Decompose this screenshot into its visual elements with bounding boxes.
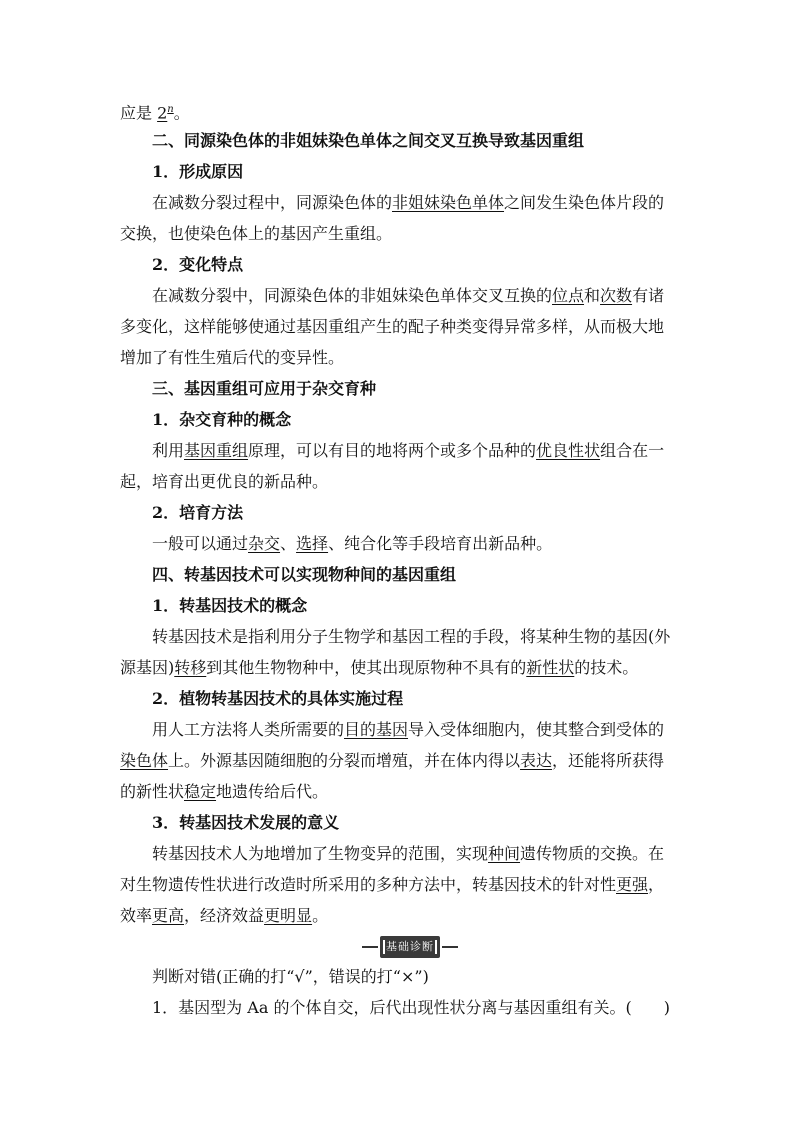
underlined-answer: 转移 bbox=[174, 658, 207, 677]
underlined-answer: 优良性状 bbox=[536, 441, 601, 460]
subsection-heading bbox=[152, 410, 676, 432]
text-run: ， bbox=[648, 875, 665, 894]
text-run: 利用 bbox=[152, 441, 185, 460]
text-run: 1．形成原因 bbox=[152, 162, 244, 181]
text-line bbox=[152, 844, 676, 866]
text-run: 3．转基因技术发展的意义 bbox=[152, 813, 340, 832]
text-line bbox=[152, 720, 676, 742]
text-run: 转基因技术人为地增加了生物变异的范围，实现 bbox=[152, 844, 489, 863]
text-run: 2．变化特点 bbox=[152, 255, 244, 274]
underlined-answer: 杂交 bbox=[248, 534, 281, 553]
text-line bbox=[120, 100, 676, 122]
text-run: 到其他生物物种中，使其出现原物种不具有的 bbox=[206, 658, 527, 677]
text-run: 、纯合化等手段培育出新品种。 bbox=[328, 534, 553, 553]
text-run: 对生物遗传性状进行改造时所采用的多种方法中，转基因技术的针对性 bbox=[120, 875, 617, 894]
underlined-answer: 选择 bbox=[296, 534, 329, 553]
question-line bbox=[152, 998, 676, 1020]
section-heading bbox=[152, 565, 676, 587]
section-heading bbox=[152, 131, 676, 153]
text-line bbox=[152, 534, 676, 556]
underlined-answer: 稳定 bbox=[184, 782, 217, 801]
subsection-heading bbox=[152, 503, 676, 525]
text-run: ，还能将所获得 bbox=[552, 751, 665, 770]
text-line bbox=[120, 906, 676, 928]
instruction-line bbox=[152, 967, 676, 989]
subsection-heading bbox=[152, 689, 676, 711]
text-run: 2．培育方法 bbox=[152, 503, 244, 522]
text-run: 起，培育出更优良的新品种。 bbox=[120, 472, 329, 491]
text-line bbox=[120, 875, 676, 897]
text-run: 效率 bbox=[120, 906, 153, 925]
text-run: 2．植物转基因技术的具体实施过程 bbox=[152, 689, 404, 708]
text-run: 、 bbox=[280, 534, 297, 553]
text-line bbox=[152, 193, 676, 215]
text-line bbox=[120, 348, 676, 370]
text-line bbox=[120, 472, 676, 494]
text-run: 遗传物质的交换。在 bbox=[520, 844, 665, 863]
text-run: 在减数分裂中，同源染色体的非姐妹染色单体交叉互换的 bbox=[152, 286, 553, 305]
underlined-answer: 位点 bbox=[552, 286, 585, 305]
underlined-answer: 目的基因 bbox=[344, 720, 409, 739]
underlined-answer: 基因重组 bbox=[184, 441, 249, 460]
underlined-answer: 2 bbox=[157, 103, 168, 123]
text-run: 和 bbox=[584, 286, 601, 305]
underlined-answer: 表达 bbox=[520, 751, 553, 770]
text-run: 上。外源基因随细胞的分裂而增殖，并在体内得以 bbox=[168, 751, 521, 770]
section-badge bbox=[362, 936, 458, 958]
text-line bbox=[152, 627, 676, 649]
underlined-answer: 染色体 bbox=[120, 751, 169, 770]
text-line bbox=[120, 317, 676, 339]
subsection-heading bbox=[152, 596, 676, 618]
text-run: 增加了有性生殖后代的变异性。 bbox=[120, 348, 345, 367]
text-run: 多变化，这样能够使通过基因重组产生的配子种类变得异常多样，从而极大地 bbox=[120, 317, 665, 336]
subsection-heading bbox=[152, 162, 676, 184]
text-line bbox=[120, 751, 676, 773]
text-run: 源基因) bbox=[120, 658, 175, 677]
text-run: 的新性状 bbox=[120, 782, 185, 801]
text-run: 一般可以通过 bbox=[152, 534, 249, 553]
text-run: 导入受体细胞内，使其整合到受体的 bbox=[408, 720, 665, 739]
text-line bbox=[120, 782, 676, 804]
subsection-heading bbox=[152, 255, 676, 277]
underlined-answer: 非姐妹染色单体 bbox=[392, 193, 505, 212]
text-run: 地遗传给后代。 bbox=[216, 782, 329, 801]
text-run: 。 bbox=[173, 103, 190, 123]
badge-rule-left bbox=[362, 946, 378, 948]
text-run: 转基因技术是指利用分子生物学和基因工程的手段，将某种生物的基因(外 bbox=[152, 627, 671, 646]
text-run: 之间发生染色体片段的 bbox=[504, 193, 665, 212]
text-run: 的技术。 bbox=[574, 658, 639, 677]
text-line bbox=[152, 441, 676, 463]
text-run: 有诸 bbox=[632, 286, 665, 305]
text-run: 交换，也使染色体上的基因产生重组。 bbox=[120, 224, 393, 243]
underlined-answer: n bbox=[167, 104, 174, 115]
text-run: 1．杂交育种的概念 bbox=[152, 410, 292, 429]
text-run: 1．基因型为 Aa 的个体自交，后代出现性状分离与基因重组有关。( ) bbox=[152, 998, 670, 1017]
text-run: 。 bbox=[312, 906, 329, 925]
subsection-heading bbox=[152, 813, 676, 835]
text-run: 原理，可以有目的地将两个或多个品种的 bbox=[248, 441, 537, 460]
text-run: 应是 bbox=[120, 103, 158, 123]
text-run: 判断对错(正确的打“√”，错误的打“×”) bbox=[152, 967, 429, 986]
underlined-answer: 更强 bbox=[616, 875, 649, 894]
text-run: 组合在一 bbox=[600, 441, 665, 460]
badge-label: 基础诊断 bbox=[380, 936, 440, 958]
text-run: 在减数分裂过程中，同源染色体的 bbox=[152, 193, 393, 212]
text-line bbox=[120, 224, 676, 246]
text-run: 四、转基因技术可以实现物种间的基因重组 bbox=[152, 565, 457, 584]
underlined-answer: 种间 bbox=[488, 844, 521, 863]
underlined-answer: 更高 bbox=[152, 906, 185, 925]
text-run: 二、同源染色体的非姐妹染色单体之间交叉互换导致基因重组 bbox=[152, 131, 585, 150]
text-run: 用人工方法将人类所需要的 bbox=[152, 720, 345, 739]
text-line bbox=[152, 286, 676, 308]
text-run: 1．转基因技术的概念 bbox=[152, 596, 308, 615]
text-line bbox=[120, 658, 676, 680]
text-run: ，经济效益 bbox=[184, 906, 265, 925]
text-run: 三、基因重组可应用于杂交育种 bbox=[152, 379, 377, 398]
underlined-answer: 新性状 bbox=[526, 658, 575, 677]
underlined-answer: 次数 bbox=[600, 286, 633, 305]
badge-rule-right bbox=[442, 946, 458, 948]
underlined-answer: 更明显 bbox=[264, 906, 313, 925]
section-heading bbox=[152, 379, 676, 401]
